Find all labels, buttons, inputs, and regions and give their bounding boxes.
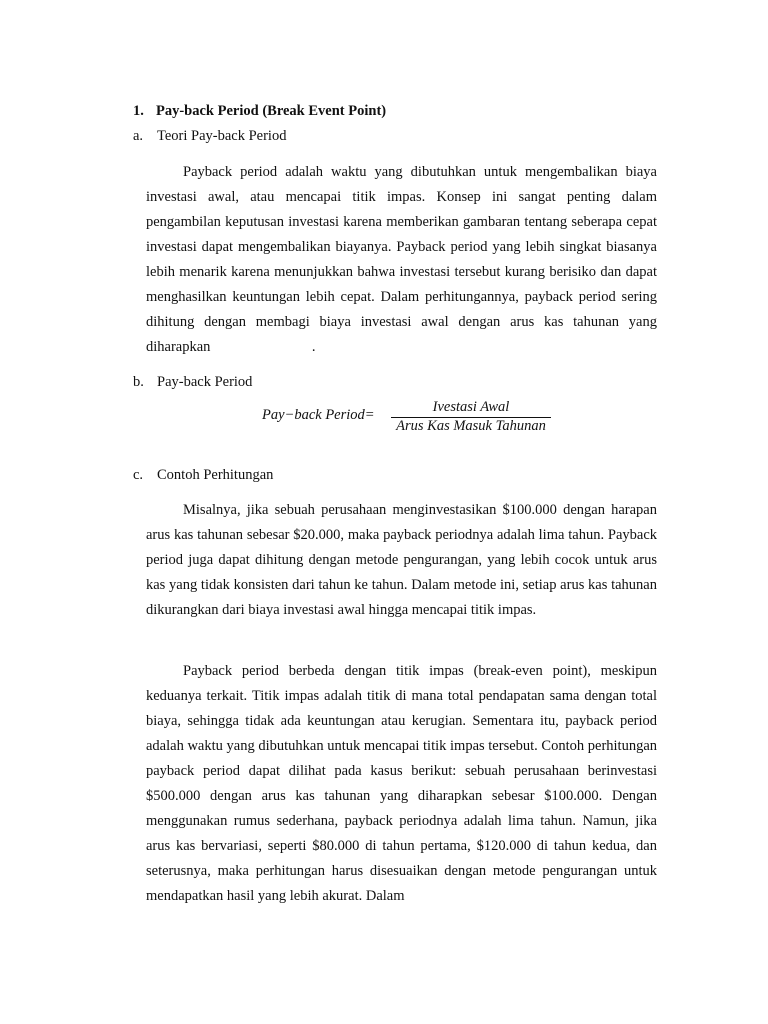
subsection-c-label: c. xyxy=(133,467,144,483)
example-paragraph-2: Payback period berbeda dengan titik impas (break-even point), meskipun keduanya terkait. Titik impas adalah titik di mana total pendapatan sama dengan total biaya, sehingga tidak ada keuntungan atau kerugian. Sementara itu, payback period adalah waktu yang dibutuhkan untuk mencapai titik impas tersebut. Contoh perhitungan payback period dapat dilihat pada kasus berikut: sebuah perusahaan berinvestasi $500.000 dengan arus kas tahunan yang diharapkan sebesar $100.000. Dengan menggunakan rumus sederhana, payback periodnya adalah lima tahun. Namun, jika arus kas bervariasi, seperti $80.000 di tahun pertama, $120.000 di tahun kedua, dan seterusnya, maka perhitungan harus disesuaikan dengan metode pengurangan untuk mendapatkan hasil yang lebih akurat. Dalam xyxy=(146,663,658,904)
subsection-b-title: Pay-back Period xyxy=(157,374,253,390)
formula-numerator: Ivestasi Awal xyxy=(432,399,510,415)
subsection-c-title: Contoh Perhitungan xyxy=(157,467,274,483)
subsection-b-heading xyxy=(133,374,252,391)
section-number: 1. xyxy=(133,103,144,119)
subsection-a-label: a. xyxy=(133,128,144,144)
theory-paragraph: Payback period adalah waktu yang dibutuhkan untuk mengembalikan biaya investasi awal, atau mencapai titik impas. Konsep ini sangat penting dalam pengambilan keputusan investasi karena memberikan gambaran tentang seberapa cepat investasi dapat mengembalikan biayanya. Payback period yang lebih singkat biasanya lebih menarik karena menunjukkan bahwa investasi tersebut kurang berisiko dan dapat menghasilkan keuntungan lebih cepat. Dalam perhitungannya, payback period sering dihitung dengan membagi biaya investasi awal dengan arus kas tahunan yang diharapkan . xyxy=(146,164,661,355)
formula-lhs: Pay−back Period= xyxy=(262,407,375,423)
subsection-b-label: b. xyxy=(133,374,144,390)
subsection-a-title: Teori Pay-back Period xyxy=(157,128,287,144)
subsection-c-heading xyxy=(133,467,273,484)
formula-denominator: Arus Kas Masuk Tahunan xyxy=(396,418,546,434)
section-heading xyxy=(133,103,386,120)
payback-formula xyxy=(262,399,562,435)
section-title: Pay-back Period (Break Event Point) xyxy=(156,103,387,119)
example-paragraph-1: Misalnya, jika sebuah perusahaan menginvestasikan $100.000 dengan harapan arus kas tahunan sebesar $20.000, maka payback periodnya adalah lima tahun. Payback period juga dapat dihitung dengan metode pengurangan, yang lebih cocok untuk arus kas yang tidak konsisten dari tahun ke tahun. Dalam metode ini, setiap arus kas tahunan dikurangkan dari biaya investasi awal hingga mencapai titik impas. xyxy=(146,502,657,618)
subsection-a-heading xyxy=(133,128,286,145)
